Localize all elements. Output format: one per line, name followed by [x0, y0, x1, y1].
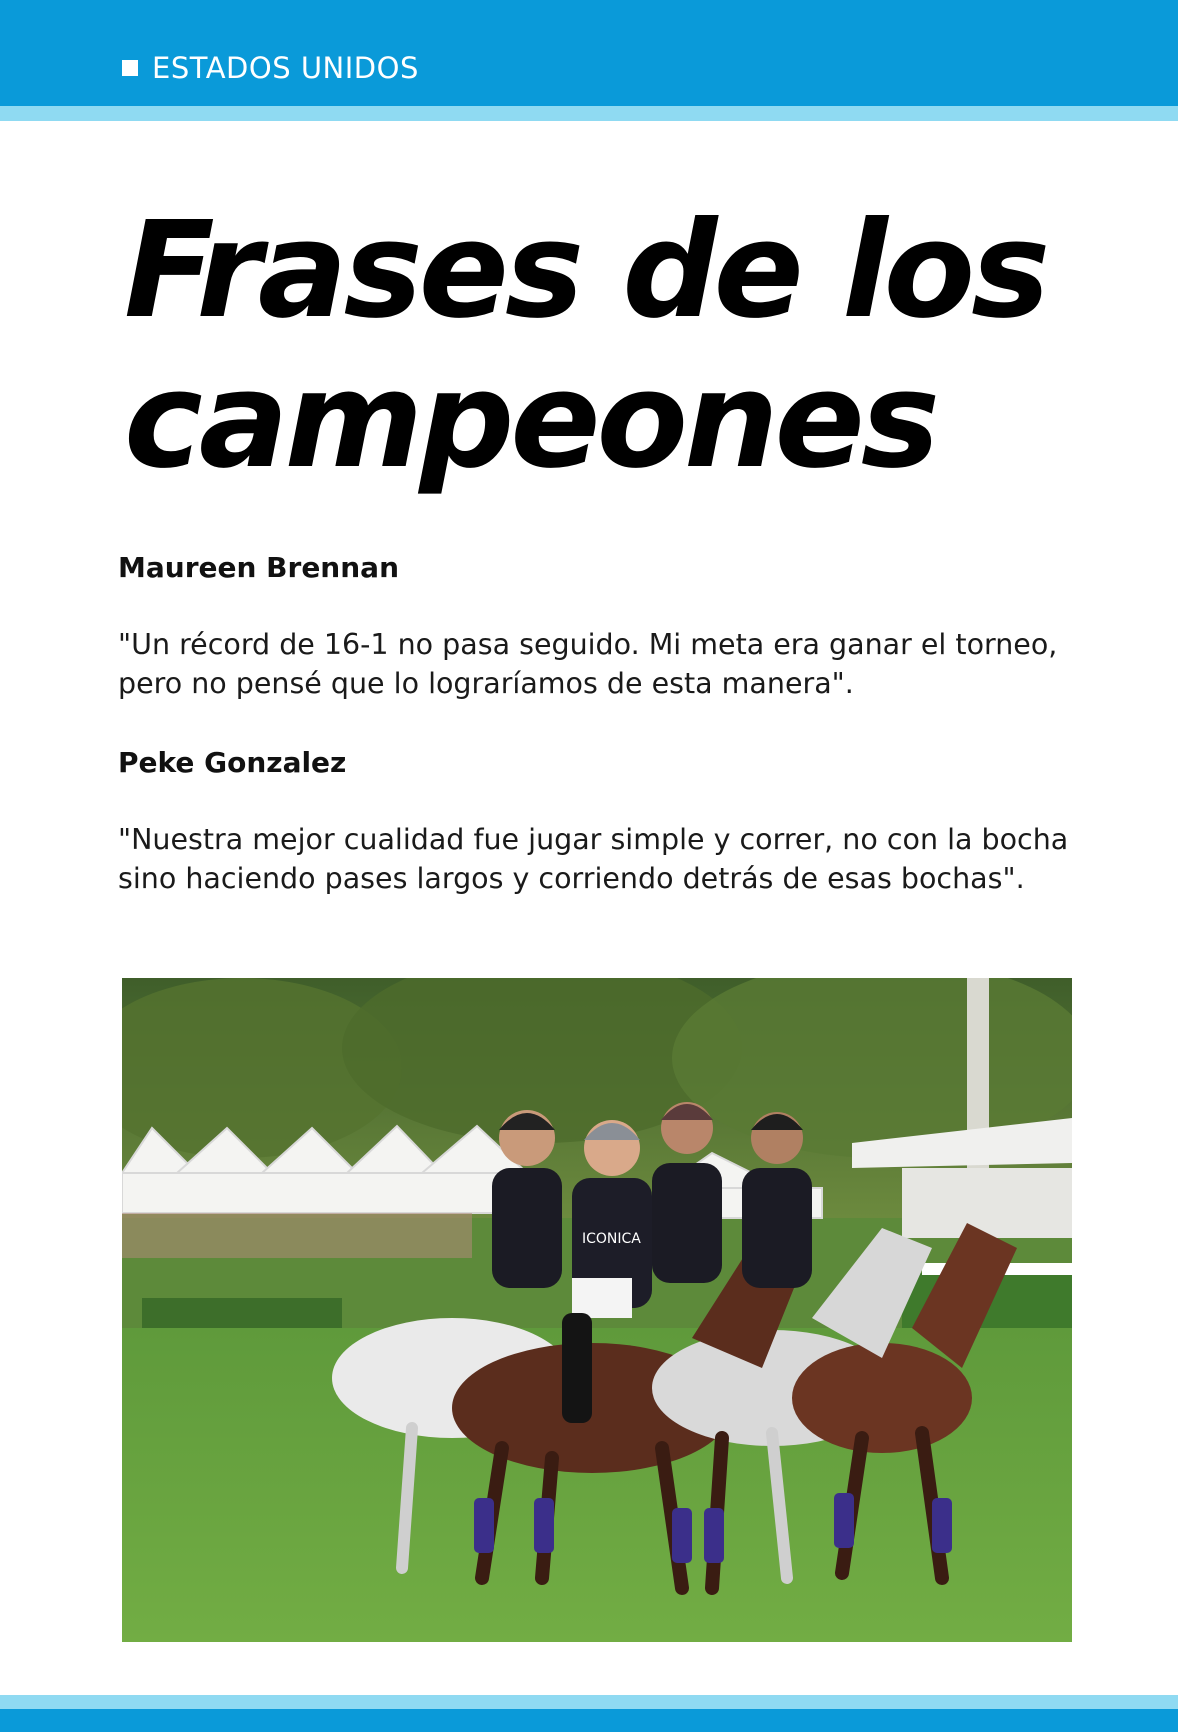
quote-text-1: "Un récord de 16-1 no pasa seguido. Mi meta era ganar el torneo, pero no pensé que lo lograríamos de esta manera".: [118, 628, 1058, 700]
square-bullet-icon: [122, 60, 138, 76]
quote-text-2: "Nuestra mejor cualidad fue jugar simple y correr, no con la bocha sino haciendo pases largos y corriendo detrás de esas bochas".: [118, 823, 1069, 895]
footer-stripe: [0, 1695, 1178, 1709]
polo-team-photo: [122, 978, 1072, 1642]
quote-author-1: Maureen Brennan: [118, 551, 399, 584]
section-label: [122, 48, 419, 88]
title-line-2: campeones: [124, 344, 937, 498]
jersey-text: ICONICA: [582, 1231, 641, 1247]
title-line-1: Frases de los: [124, 194, 1047, 348]
footer-bar: [0, 1709, 1178, 1732]
section-label-text: ESTADOS UNIDOS: [152, 51, 419, 85]
quote-author-2: Peke Gonzalez: [118, 746, 347, 779]
photo-illustration: [122, 978, 1072, 1642]
page-title: [124, 196, 1124, 496]
header-stripe: [0, 106, 1178, 121]
